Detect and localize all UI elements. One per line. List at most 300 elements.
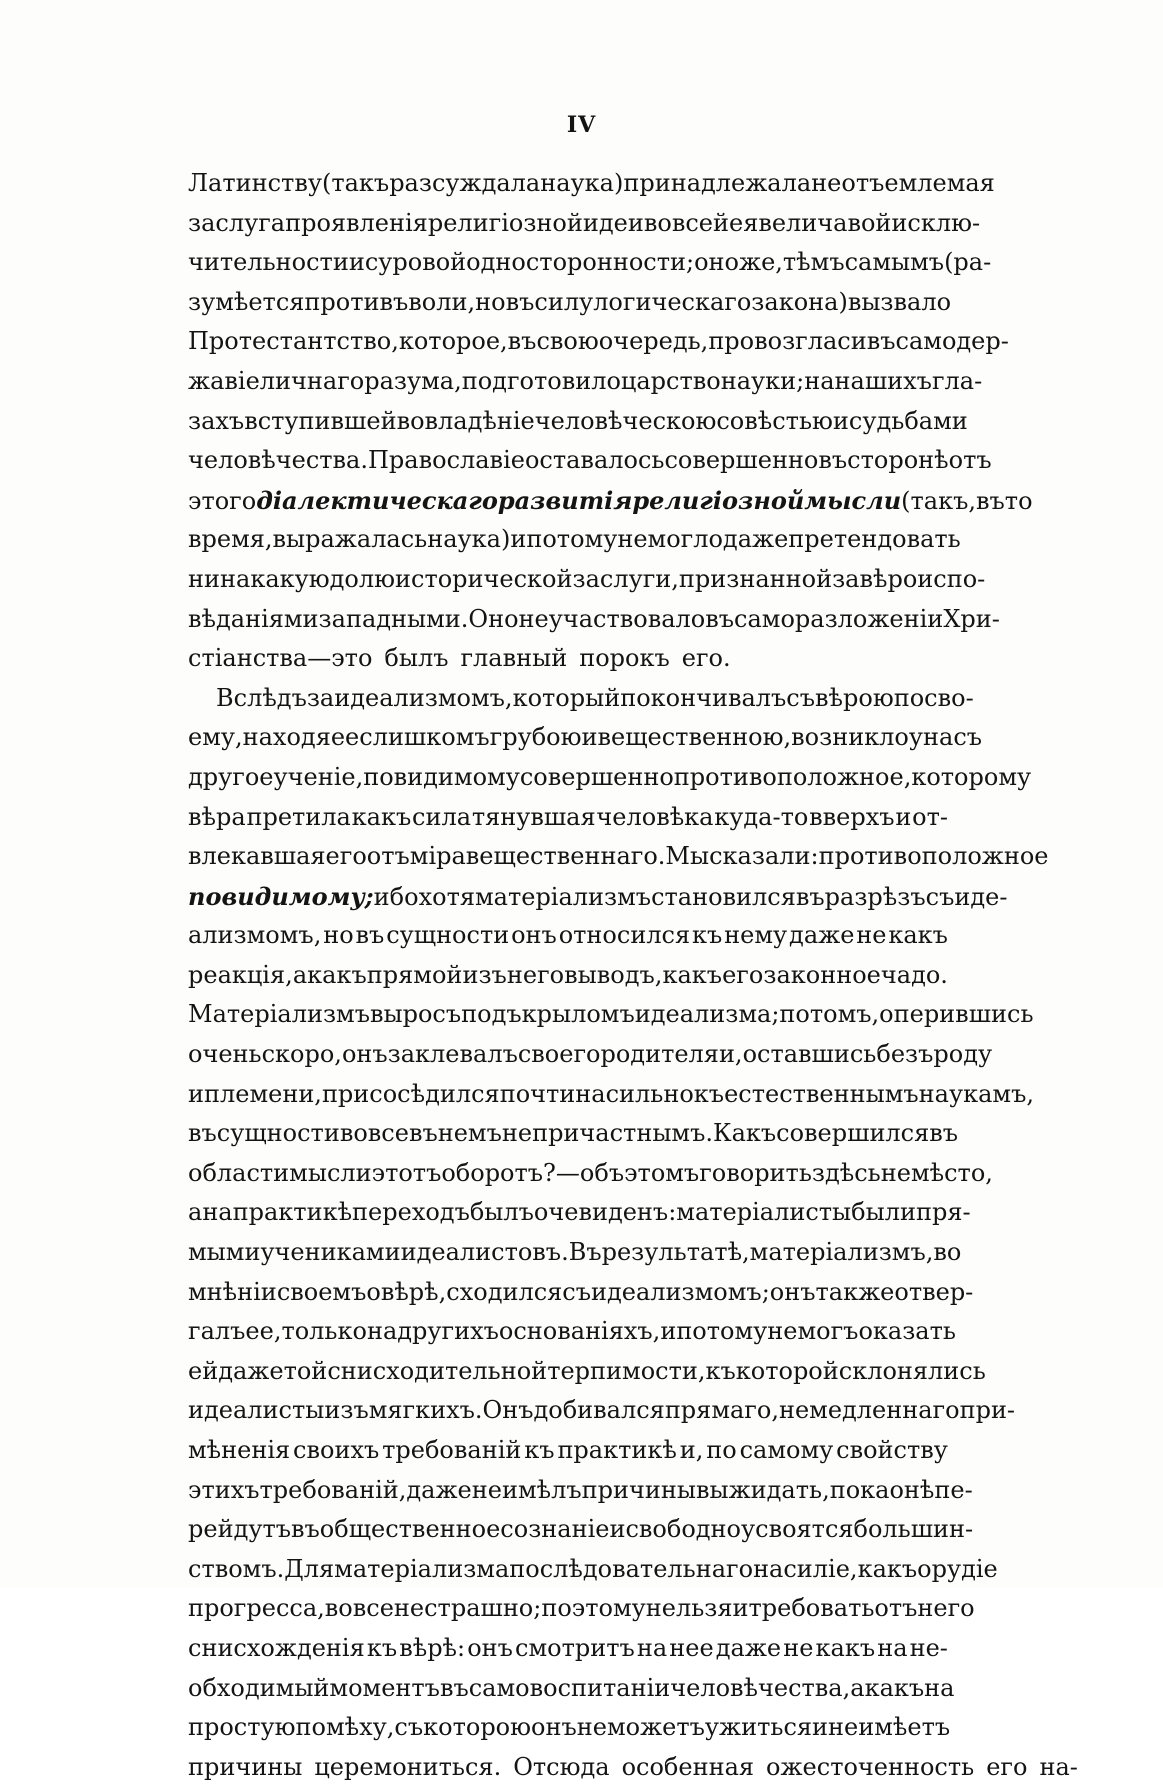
word: повидимому: [363, 762, 520, 791]
word: ствомъ.: [188, 1554, 285, 1583]
word: тѣмъ: [782, 248, 845, 277]
word: а: [850, 1673, 865, 1702]
word: на: [202, 1198, 233, 1227]
word: закона): [751, 287, 848, 316]
text-line: [188, 758, 1032, 798]
word: величавой: [758, 208, 892, 237]
word: даже: [715, 1633, 782, 1662]
word: (такъ,: [901, 486, 977, 515]
word: суровой: [364, 248, 467, 277]
word: во: [643, 208, 672, 237]
word: прогресса,: [188, 1594, 325, 1623]
text-line: [188, 1550, 998, 1590]
word: сторонѣ: [847, 446, 949, 475]
word: силу: [534, 287, 594, 316]
text-line: [188, 877, 1008, 917]
word: иде-: [954, 882, 1008, 911]
word: развитія: [497, 485, 633, 515]
word: Для: [284, 1554, 335, 1583]
text-line: [188, 1471, 973, 1511]
word: Латинству: [188, 169, 322, 197]
word: этотъ: [371, 1158, 442, 1187]
word: самовоспитаніи: [468, 1673, 671, 1702]
word: оно: [694, 248, 739, 277]
word: какъ: [857, 1554, 918, 1583]
word: вещественнаго.: [465, 842, 666, 871]
word: родителя: [600, 1040, 719, 1069]
word: человѣчества,: [670, 1673, 851, 1702]
word: какую: [250, 564, 330, 593]
word: почти: [499, 1079, 576, 1108]
word: помѣху,: [295, 1713, 395, 1742]
text-line: [188, 600, 1000, 640]
word: требованій: [382, 1436, 522, 1464]
word: разсуждала: [389, 169, 541, 197]
text-line: [188, 164, 995, 204]
word: а: [188, 1198, 203, 1227]
word: насиліе,: [753, 1554, 858, 1583]
word: вступившей: [244, 406, 397, 435]
word: подъ: [461, 1000, 522, 1029]
word: свою: [536, 327, 599, 356]
word: вовсе: [324, 1594, 394, 1623]
word: матеріалисты: [676, 1198, 852, 1227]
word: только: [281, 1317, 367, 1346]
word: Въ: [568, 1238, 602, 1267]
word: выводъ,: [564, 960, 663, 989]
word: ей: [188, 1356, 219, 1385]
word: вѣрѣ:: [399, 1633, 466, 1662]
word: ея: [728, 208, 759, 237]
word: но: [475, 287, 506, 316]
word: религіозной: [427, 208, 583, 237]
text-line: [188, 1075, 1034, 1115]
word: не: [518, 604, 549, 633]
word: можетъ: [606, 1713, 705, 1742]
text-line: [188, 1589, 975, 1629]
word: въ: [976, 486, 1005, 515]
word: оставшись: [742, 1040, 877, 1069]
text-line: [188, 243, 992, 283]
word: его: [986, 1752, 1028, 1781]
word: не: [783, 1633, 814, 1662]
word: съ: [925, 882, 955, 911]
word: и: [732, 1594, 749, 1623]
word: саморазложеніи: [734, 604, 944, 633]
word: причины: [188, 1752, 303, 1781]
word: совершенно: [664, 446, 819, 475]
word: ожесточенность: [766, 1752, 975, 1781]
word: и: [188, 1079, 204, 1108]
word: оказать: [858, 1317, 956, 1346]
word: отъ: [948, 446, 992, 475]
word: какъ: [864, 1673, 925, 1702]
word: которою: [423, 1713, 532, 1742]
word: требовать: [748, 1594, 875, 1623]
word: разума,: [364, 366, 462, 395]
text-line: [188, 639, 948, 679]
word: заклевалъ: [387, 1040, 518, 1069]
word: прямой: [366, 960, 463, 989]
word: большин-: [853, 1515, 974, 1544]
word: человѣчества.: [188, 446, 368, 475]
word: владѣніе: [424, 406, 535, 435]
word: вѣрѣ,: [380, 1277, 447, 1306]
word: скоро,: [261, 1040, 342, 1069]
text-line: [188, 362, 983, 402]
word: противоположное: [818, 842, 1049, 871]
word: пе-: [934, 1475, 973, 1504]
word: же,: [738, 248, 783, 277]
text-line: [188, 560, 986, 600]
word: претендовать: [788, 525, 961, 554]
word: результатѣ,: [601, 1238, 750, 1267]
word: Хри-: [943, 604, 1000, 633]
word: заслуга: [188, 208, 286, 237]
word: претила: [246, 802, 351, 831]
word: исторической: [395, 564, 573, 593]
word: Православіе: [368, 446, 525, 475]
word: прямаго,: [664, 1396, 779, 1425]
word: былъ: [384, 644, 449, 673]
word: въ: [355, 921, 385, 950]
word: нашихъ: [834, 366, 932, 395]
word: человѣческою: [534, 406, 717, 435]
word: Вслѣдъ: [216, 683, 307, 712]
word: его.: [681, 644, 731, 673]
word: вѣра: [188, 802, 246, 831]
word: его: [325, 842, 367, 871]
word: захъ: [188, 406, 245, 435]
word: своихъ: [293, 1436, 380, 1464]
word: нему: [724, 921, 788, 950]
word: галъ: [188, 1317, 246, 1346]
word: потомъ,: [779, 1000, 880, 1029]
word: Протестантство,: [188, 327, 399, 356]
word: изъ: [324, 1396, 369, 1425]
word: въ: [291, 1515, 320, 1544]
word: пря-: [915, 1198, 971, 1227]
word: него: [917, 1594, 975, 1623]
word: другое: [188, 762, 274, 791]
word: самодер-: [895, 327, 1009, 356]
text-line: [188, 1510, 974, 1550]
word: могъ: [797, 1317, 859, 1346]
word: проявленія: [285, 208, 428, 237]
word: немъ: [437, 1119, 502, 1148]
word: вѣрою: [815, 683, 894, 712]
word: и: [510, 525, 527, 554]
word: ему,: [188, 723, 243, 752]
word: сознаніе: [500, 1515, 610, 1544]
word: подготовило: [461, 366, 621, 395]
word: вовсе: [339, 1119, 409, 1148]
word: матеріализмъ: [474, 882, 652, 911]
word: царство: [620, 366, 721, 395]
word: чительности: [188, 248, 349, 277]
text-line: [188, 837, 1049, 877]
word: провозгласивъ: [708, 327, 896, 356]
word: свободно: [625, 1515, 741, 1544]
word: главный: [460, 644, 568, 673]
word: особенная: [621, 1752, 755, 1781]
word: мягкихъ.: [368, 1396, 483, 1425]
word: племени,: [204, 1079, 322, 1108]
word: въ: [439, 1673, 469, 1702]
word: а: [292, 960, 308, 989]
word: вверхъ: [809, 802, 895, 831]
word: въ: [929, 1119, 959, 1148]
word: его: [722, 960, 764, 989]
text-line: [188, 995, 1034, 1035]
word: противъ: [304, 287, 409, 316]
word: ибо: [373, 882, 419, 911]
text-line: [188, 204, 981, 244]
word: отвер-: [894, 1277, 974, 1306]
word: при-: [959, 1396, 1016, 1425]
text-line: [188, 718, 983, 758]
word: во: [396, 406, 425, 435]
word: наукамъ,: [918, 1079, 1034, 1108]
word: науки;: [720, 366, 805, 395]
word: къ: [366, 1633, 398, 1662]
word: отъ: [874, 1594, 918, 1623]
word: даже: [218, 1356, 284, 1385]
word: повидимому;: [188, 881, 374, 911]
word: которое,: [398, 327, 508, 356]
word: самымъ: [844, 248, 945, 277]
word: Матеріализмъ: [188, 1000, 370, 1029]
word: даже: [789, 921, 855, 950]
word: съ: [786, 683, 816, 712]
word: онъ: [341, 1040, 388, 1069]
word: мыми: [188, 1238, 261, 1267]
word: жавіе: [188, 366, 260, 395]
word: мысли: [804, 485, 902, 515]
word: присосѣдился: [321, 1079, 500, 1108]
word: учениками: [260, 1238, 401, 1267]
word: сущности: [386, 921, 510, 950]
word: общественное: [319, 1515, 501, 1544]
word: возникло: [791, 723, 909, 752]
word: слишкомъ: [359, 723, 490, 752]
word: рейдутъ: [188, 1515, 292, 1544]
word: этихъ: [188, 1475, 260, 1504]
word: реакція,: [188, 960, 293, 989]
word: западными.: [318, 604, 469, 633]
word: снисходительной: [327, 1356, 548, 1385]
text-line: [188, 1233, 962, 1273]
text-line: [188, 1035, 993, 1075]
word: от-: [912, 802, 948, 831]
word: не: [880, 1158, 911, 1187]
word: мысли: [289, 1158, 372, 1187]
word: изъ: [462, 960, 507, 989]
text-line: [188, 1114, 959, 1154]
word: на: [636, 1633, 668, 1662]
word: даже: [406, 1475, 472, 1504]
word: чадо.: [880, 960, 948, 989]
word: были: [851, 1198, 916, 1227]
text-line: [188, 1391, 1016, 1431]
word: въ: [505, 287, 535, 316]
word: въ: [408, 1119, 438, 1148]
word: роду: [933, 1040, 993, 1069]
word: какъ: [662, 960, 723, 989]
word: мнѣніи: [188, 1277, 277, 1306]
word: сила: [412, 802, 472, 831]
word: также: [815, 1277, 895, 1306]
word: былъ: [469, 1198, 534, 1227]
text-line: [188, 520, 961, 560]
word: самому: [739, 1436, 834, 1464]
word: онъ: [511, 921, 557, 950]
word: терпимости,: [547, 1356, 706, 1385]
word: признанной: [678, 564, 833, 593]
word: на: [220, 564, 251, 593]
word: и: [812, 1713, 829, 1742]
word: и,: [679, 1436, 704, 1464]
word: даже: [722, 525, 789, 554]
text-line: [188, 481, 1033, 521]
word: куда-то: [714, 802, 809, 831]
word: который: [512, 683, 621, 712]
text-line: [188, 1748, 1078, 1787]
word: моментъ: [329, 1673, 440, 1702]
word: сущности: [216, 1119, 340, 1148]
word: къ: [693, 1079, 725, 1108]
word: влекавшая: [188, 842, 326, 871]
word: къ: [705, 1356, 736, 1385]
body-text: [188, 164, 1078, 1787]
word: и,: [718, 1040, 743, 1069]
word: добивался: [533, 1396, 665, 1425]
word: съ: [394, 1713, 424, 1742]
word: безъ: [876, 1040, 934, 1069]
word: идеи: [582, 208, 644, 237]
word: той: [283, 1356, 328, 1385]
word: имѣлъ: [501, 1475, 582, 1504]
text-line: [188, 1708, 951, 1748]
word: участвовало: [548, 604, 706, 633]
word: и: [660, 1317, 677, 1346]
word: мѣсто,: [910, 1158, 993, 1187]
word: идеализмомъ;: [591, 1277, 770, 1306]
word: поэтому: [541, 1594, 646, 1623]
text-line: [188, 441, 992, 481]
word: практикѣ: [557, 1436, 677, 1464]
word: пока: [829, 1475, 890, 1504]
word: въ: [818, 446, 848, 475]
word: смотритъ: [515, 1633, 635, 1662]
word: не: [828, 1713, 859, 1742]
word: наука): [427, 525, 511, 554]
page-number: IV: [566, 112, 597, 138]
word: потому: [526, 525, 618, 554]
word: области: [188, 1158, 290, 1187]
word: личнаго: [259, 366, 365, 395]
word: въ: [795, 882, 825, 911]
word: но: [323, 921, 354, 950]
word: діалектическаго: [256, 485, 498, 515]
word: основаніяхъ,: [498, 1317, 661, 1346]
word: Какъ: [713, 1119, 777, 1148]
text-line: [188, 402, 968, 442]
word: говорить: [699, 1158, 812, 1187]
word: какъ: [815, 1633, 876, 1662]
word: оборотъ?—объ: [441, 1158, 625, 1187]
word: совершенно: [519, 762, 674, 791]
word: исклю-: [891, 208, 981, 237]
word: стіанства—это: [188, 644, 373, 673]
word: нее: [669, 1633, 714, 1662]
word: естественнымъ: [724, 1079, 919, 1108]
word: и: [581, 723, 598, 752]
word: на: [366, 1317, 398, 1346]
word: въ: [188, 1119, 217, 1148]
word: въ: [705, 604, 735, 633]
text-line: [188, 1273, 974, 1313]
word: къ: [524, 1436, 555, 1464]
text-line: [188, 1193, 971, 1233]
word: порокъ: [579, 644, 670, 673]
word: (ра-: [944, 248, 992, 277]
word: практикѣ: [232, 1198, 353, 1227]
word: идеалистовъ.: [400, 1238, 569, 1267]
word: законное: [763, 960, 881, 989]
text-line: [188, 283, 952, 323]
word: выражалась: [272, 525, 428, 554]
word: разрѣзъ: [824, 882, 926, 911]
word: (такъ: [321, 169, 390, 197]
word: насильно: [575, 1079, 694, 1108]
word: какъ: [888, 921, 948, 950]
word: ее,: [245, 1317, 282, 1346]
word: ее: [330, 723, 360, 752]
word: вѣроиспо-: [859, 564, 986, 593]
word: религіозной: [632, 485, 805, 515]
word: по: [706, 1436, 737, 1464]
word: совѣстью: [716, 406, 833, 435]
word: Онъ: [482, 1396, 534, 1425]
word: немедленнаго: [778, 1396, 960, 1425]
word: очевиденъ:: [533, 1198, 677, 1227]
word: долю: [329, 564, 396, 593]
word: какъ: [307, 960, 367, 989]
word: другихъ: [397, 1317, 499, 1346]
word: на: [804, 366, 835, 395]
word: грубою: [489, 723, 582, 752]
word: имѣетъ: [858, 1713, 951, 1742]
word: относился: [558, 921, 691, 950]
word: мѣненія: [188, 1436, 291, 1464]
word: судьбами: [848, 406, 968, 435]
word: отъ: [366, 842, 410, 871]
word: идеализма;: [634, 1000, 780, 1029]
word: матеріализма: [334, 1554, 510, 1583]
word: своемъ: [276, 1277, 367, 1306]
word: свойству: [836, 1436, 948, 1464]
word: неотъемлемая: [811, 169, 995, 197]
word: оперившись: [879, 1000, 1034, 1029]
word: снисхожденія: [188, 1633, 365, 1662]
word: заслуги,: [572, 564, 679, 593]
word: и: [895, 802, 912, 831]
word: вѣданіями: [188, 604, 319, 633]
word: своего: [517, 1040, 601, 1069]
word: насъ: [923, 723, 983, 752]
word: усвоятся: [741, 1515, 854, 1544]
